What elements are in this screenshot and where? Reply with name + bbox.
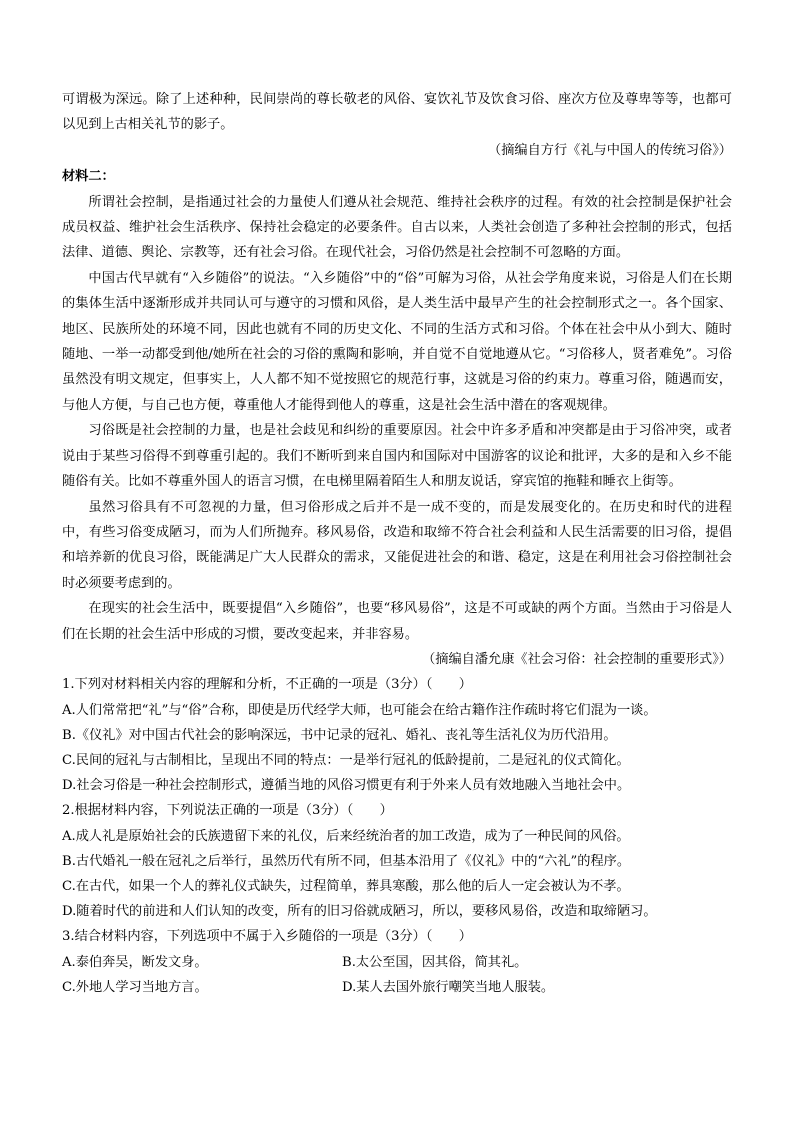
question-2 bbox=[62, 798, 732, 924]
material2-paragraph: 中国古代早就有“入乡随俗”的说法。“入乡随俗”中的“俗”可解为习俗，从社会学角度来说，习俗是人们在长期的集体生活中逐渐形成并共同认可与遵守的习惯和风俗，是人类生活中最早产生的社会控制形式之一。各个国家、地区、民族所处的环境不同，因此也就有不同的历史文化、不同的生活方式和习俗。个体在社会中从小到大、随时随地、一举一动都受到他/她所在社会的习俗的熏陶和影响，并自觉不自觉地遵从它。“习俗移人，贤者难免”。习俗虽然没有明文规定，但事实上，人人都不知不觉按照它的规范行事，这就是习俗的约束力。尊重习俗，随遇而安，与他人方便，与自己也方便，尊重他人才能得到他人的尊重，这是社会生活中潜在的客观规律。 bbox=[62, 270, 732, 413]
option-a: A.人们常常把“礼”与“俗”合称，即使是历代经学大师，也可能会在给古籍作注作疏时将它们混为一谈。 bbox=[62, 702, 657, 718]
option-d: D.随着时代的前进和人们认知的改变，所有的旧习俗就成陋习，所以，要移风易俗，改造和取缔陋习。 bbox=[62, 904, 657, 920]
option-d: D.某人去国外旅行嘲笑当地人服装。 bbox=[342, 979, 555, 995]
option-a: A.泰伯奔吴，断发文身。 bbox=[62, 954, 208, 970]
question-stem: 3.结合材料内容，下列选项中不属于入乡随俗的一项是（3分）（ ） bbox=[62, 929, 472, 945]
material1-closing-paragraph: 可谓极为深远。除了上述种种，民间崇尚的尊长敬老的风俗、宴饮礼节及饮食习俗、座次方位及尊卑等等，也都可以见到上古相关礼节的影子。 bbox=[62, 92, 732, 133]
option-b: B.古代婚礼一般在冠礼之后举行，虽然历代有所不同，但基本沿用了《仪礼》中的“六礼”的程序。 bbox=[62, 853, 631, 869]
options-row bbox=[62, 950, 732, 975]
question-stem: 2.根据材料内容，下列说法正确的一项是（3分）（ ） bbox=[62, 803, 393, 819]
options-row bbox=[62, 975, 732, 1000]
option-b: B.《仪礼》对中国古代社会的影响深远，书中记录的冠礼、婚礼、丧礼等生活礼仪为历代沿用。 bbox=[62, 727, 617, 743]
material2-source: （摘编自潘允康《社会习俗：社会控制的重要形式》） bbox=[422, 651, 732, 667]
exam-page bbox=[62, 87, 732, 1000]
option-b: B.太公至国，因其俗，简其礼。 bbox=[342, 954, 528, 970]
option-a: A.成人礼是原始社会的氏族遗留下来的礼仪，后来经统治者的加工改造，成为了一种民间的风俗。 bbox=[62, 828, 630, 844]
question-stem: 1.下列对材料相关内容的理解和分析，不正确的一项是（3分）（ ） bbox=[62, 677, 472, 693]
question-1 bbox=[62, 672, 732, 798]
option-c: C.外地人学习当地方言。 bbox=[62, 979, 208, 995]
material2-paragraph: 在现实的社会生活中，既要提倡“入乡随俗”，也要“移风易俗”，这是不可或缺的两个方面。当然由于习俗是人们在长期的社会生活中形成的习惯，要改变起来，并非容易。 bbox=[62, 601, 732, 642]
material2-label: 材料二： bbox=[62, 169, 115, 185]
question-3 bbox=[62, 924, 732, 1000]
option-c: C.民间的冠礼与古制相比，呈现出不同的特点：一是举行冠礼的低龄提前，二是冠礼的仪式简化。 bbox=[62, 752, 630, 768]
material2-paragraph: 习俗既是社会控制的力量，也是社会歧见和纠纷的重要原因。社会中许多矛盾和冲突都是由于习俗冲突，或者说由于某些习俗得不到尊重引起的。我们不断听到来自国内和国际对中国游客的议论和批评，大多的是和入乡不能随俗有关。比如不尊重外国人的语言习惯，在电梯里隔着陌生人和朋友说话，穿宾馆的拖鞋和睡衣上街等。 bbox=[62, 423, 732, 490]
material2-paragraph: 虽然习俗具有不可忽视的力量，但习俗形成之后并不是一成不变的，而是发展变化的。在历史和时代的进程中，有些习俗变成陋习，而为人们所抛弃。移风易俗，改造和取缔不符合社会利益和人民生活需要的旧习俗，提倡和培养新的优良习俗，既能满足广大人民群众的需求，又能促进社会的和谐、稳定，这是在利用社会习俗控制社会时必须要考虑到的。 bbox=[62, 499, 732, 591]
material1-source: （摘编自方行《礼与中国人的传统习俗》） bbox=[488, 142, 732, 158]
option-d: D.社会习俗是一种社会控制形式，遵循当地的风俗习惯更有利于外来人员有效地融入当地社会中。 bbox=[62, 778, 631, 794]
material2-paragraph: 所谓社会控制，是指通过社会的力量使人们遵从社会规范、维持社会秩序的过程。有效的社会控制是保护社会成员权益、维护社会生活秩序、保持社会稳定的必要条件。自古以来，人类社会创造了多种社会控制的形式，包括法律、道德、舆论、宗教等，还有社会习俗。在现代社会，习俗仍然是社会控制不可忽略的方面。 bbox=[62, 194, 732, 261]
option-c: C.在古代，如果一个人的葬礼仪式缺失，过程简单，葬具寒酸，那么他的后人一定会被认为不孝。 bbox=[62, 878, 630, 894]
